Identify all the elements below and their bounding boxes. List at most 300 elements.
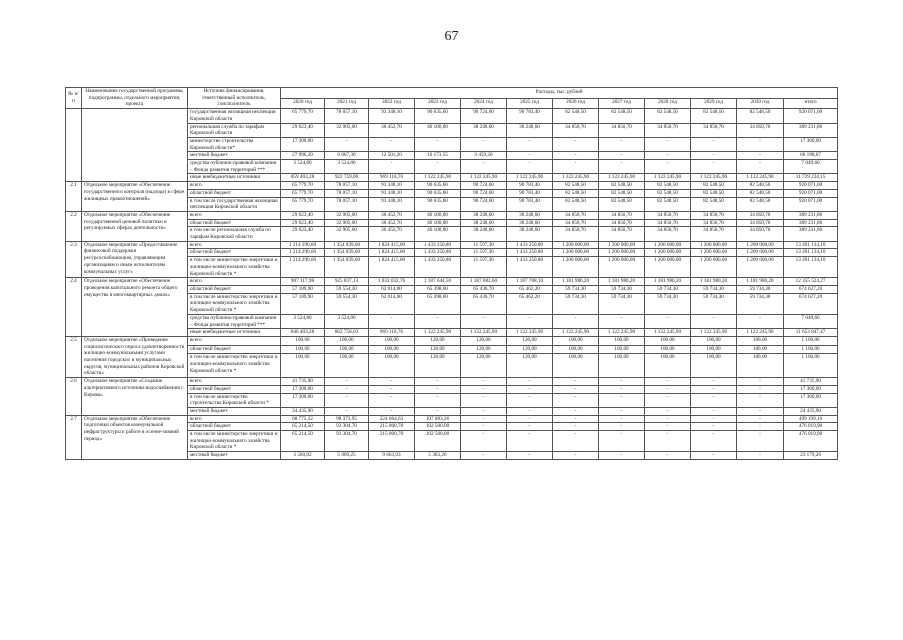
total-cell: 17 300,00 xyxy=(784,385,838,393)
amount-cell: 65 779,70 xyxy=(281,182,325,190)
row-number: 2.2 xyxy=(66,211,82,241)
amount-cell: - xyxy=(415,407,461,415)
amount-cell: 100,00 xyxy=(281,354,325,378)
amount-cell: 40 100,00 xyxy=(415,227,461,241)
funding-source: областной бюджет xyxy=(188,189,281,197)
amount-cell: - xyxy=(691,137,737,151)
amount-cell: 120,00 xyxy=(461,354,507,378)
amount-cell: - xyxy=(415,378,461,386)
amount-cell: - xyxy=(461,160,507,174)
amount-cell: 100,00 xyxy=(645,336,691,345)
amount-cell: - xyxy=(553,385,599,393)
total-cell: 476 019,90 xyxy=(784,431,838,452)
amount-cell: 34 850,70 xyxy=(553,123,599,137)
amount-cell: - xyxy=(369,137,415,151)
funding-source: в том числе министерство энергетики и жилищно-коммунального хозяйства Кировской области * xyxy=(188,354,281,378)
total-cell: 499 199,16 xyxy=(784,415,838,423)
amount-cell: 90 783,40 xyxy=(507,197,553,211)
amount-cell: 1 187 708,10 xyxy=(507,278,553,286)
amount-cell: 82 548,50 xyxy=(553,189,599,197)
funding-source: в том числе региональная служба по тарифам Кировской области xyxy=(188,227,281,241)
total-cell: 1 160,00 xyxy=(784,336,838,345)
program-name: Отдельное мероприятие «Проведение социологического опроса удовлетворенности жилищно-коммунальными услугами населения городских и муниципальных округов, муниципальных районов Кировской области» xyxy=(82,336,188,377)
amount-cell: - xyxy=(553,452,599,460)
amount-cell: 1 181 980,20 xyxy=(691,278,737,286)
amount-cell: 82 548,50 xyxy=(645,109,691,123)
amount-cell: 38 248,60 xyxy=(461,123,507,137)
total-cell: 11 653 847,47 xyxy=(784,329,838,337)
funding-source: областной бюджет xyxy=(188,219,281,227)
table-row xyxy=(66,109,838,123)
amount-cell: 1 200 000,00 xyxy=(737,241,784,249)
amount-cell: 120,00 xyxy=(415,354,461,378)
amount-cell: - xyxy=(553,423,599,431)
amount-cell: 40 100,00 xyxy=(415,123,461,137)
amount-cell: 93 348,10 xyxy=(369,109,415,123)
amount-cell: 34 850,70 xyxy=(691,211,737,219)
amount-cell: 100,00 xyxy=(737,345,784,354)
funding-source: государственная жилищная инспекция Кировской области xyxy=(188,109,281,123)
amount-cell: 65 398,60 xyxy=(415,293,461,314)
amount-cell: - xyxy=(461,452,507,460)
amount-cell: 100,00 xyxy=(369,345,415,354)
row-number: 2.6 xyxy=(66,378,82,416)
amount-cell: 82 548,50 xyxy=(599,197,645,211)
amount-cell: 65 398,60 xyxy=(415,285,461,293)
amount-cell: - xyxy=(645,452,691,460)
amount-cell: 1 122 245,90 xyxy=(553,329,599,337)
year-header-0: 2020 год xyxy=(281,98,325,109)
amount-cell: 120,00 xyxy=(415,336,461,345)
amount-cell: 1 181 980,20 xyxy=(645,278,691,286)
amount-cell: - xyxy=(461,378,507,386)
table-row xyxy=(66,182,838,190)
amount-cell: 36 452,70 xyxy=(369,219,415,227)
funding-source: всего xyxy=(188,182,281,190)
amount-cell: 36 452,70 xyxy=(369,211,415,219)
funding-source: областной бюджет xyxy=(188,385,281,393)
total-cell: 389 231,80 xyxy=(784,219,838,227)
amount-cell: - xyxy=(645,385,691,393)
amount-cell: 82 548,50 xyxy=(599,109,645,123)
row-number: 2.1 xyxy=(66,182,82,212)
amount-cell: 32 905,00 xyxy=(325,219,369,227)
amount-cell: 846 403,28 xyxy=(281,329,325,337)
amount-cell: 34 850,70 xyxy=(737,211,784,219)
amount-cell: - xyxy=(691,393,737,407)
amount-cell: 120,00 xyxy=(461,336,507,345)
table-row xyxy=(66,336,838,345)
amount-cell: 65 462,20 xyxy=(507,285,553,293)
funding-source: всего xyxy=(188,241,281,249)
amount-cell: 1 122 245,90 xyxy=(737,174,784,182)
amount-cell: - xyxy=(461,393,507,407)
amount-cell: 65 214,50 xyxy=(281,423,325,431)
funding-source: иные внебюджетные источники xyxy=(188,329,281,337)
amount-cell: 100,00 xyxy=(599,354,645,378)
year-header-7: 2027 год xyxy=(599,98,645,109)
funding-source: местный бюджет xyxy=(188,452,281,460)
funding-source: областной бюджет xyxy=(188,345,281,354)
amount-cell: 862 758,03 xyxy=(325,329,369,337)
amount-cell: 100,00 xyxy=(553,336,599,345)
amount-cell: 9 663,93 xyxy=(369,452,415,460)
amount-cell: 78 057,10 xyxy=(325,189,369,197)
amount-cell: - xyxy=(461,314,507,328)
amount-cell: 1 181 980,20 xyxy=(737,278,784,286)
amount-cell: 78 057,10 xyxy=(325,197,369,211)
amount-cell: - xyxy=(737,385,784,393)
amount-cell: 65 462,20 xyxy=(507,293,553,314)
year-header-8: 2028 год xyxy=(645,98,691,109)
amount-cell: 100,00 xyxy=(369,336,415,345)
amount-cell: - xyxy=(507,431,553,452)
amount-cell: 34 850,70 xyxy=(599,123,645,137)
funding-source: в том числе государственная жилищная инспекция Кировской области xyxy=(188,197,281,211)
amount-cell: 100,00 xyxy=(691,354,737,378)
amount-cell: 3 560,82 xyxy=(281,452,325,460)
amount-cell: 65 436,70 xyxy=(461,293,507,314)
amount-cell: 100,00 xyxy=(737,354,784,378)
amount-cell: - xyxy=(645,314,691,328)
amount-cell: 59 734,30 xyxy=(553,293,599,314)
amount-cell: 1 433 250,80 xyxy=(415,249,461,257)
amount-cell: 5 383,26 xyxy=(415,452,461,460)
amount-cell: - xyxy=(691,152,737,160)
amount-cell: - xyxy=(369,385,415,393)
total-cell: 13 491 134,10 xyxy=(784,257,838,278)
amount-cell: 59 734,30 xyxy=(737,293,784,314)
amount-cell: - xyxy=(599,407,645,415)
year-header-2: 2022 год xyxy=(369,98,415,109)
amount-cell: 90 635,60 xyxy=(415,197,461,211)
amount-cell: 34 850,70 xyxy=(645,123,691,137)
total-cell: 920 071,00 xyxy=(784,182,838,190)
amount-cell: - xyxy=(507,407,553,415)
amount-cell: 100,00 xyxy=(599,345,645,354)
total-cell: 389 231,80 xyxy=(784,227,838,241)
amount-cell: 1 354 839,60 xyxy=(325,241,369,249)
amount-cell: - xyxy=(599,160,645,174)
amount-cell: - xyxy=(553,152,599,160)
year-header-4: 2024 год xyxy=(461,98,507,109)
amount-cell: 38 248,60 xyxy=(461,219,507,227)
amount-cell: 100,00 xyxy=(691,345,737,354)
amount-cell: 34 850,70 xyxy=(737,123,784,137)
header-source: Источник финансирования, ответственный исполнитель, соисполнитель xyxy=(188,88,281,109)
amount-cell: 29 023,40 xyxy=(281,211,325,219)
amount-cell: - xyxy=(415,160,461,174)
amount-cell: - xyxy=(461,423,507,431)
funding-source: всего xyxy=(188,211,281,219)
amount-cell: 34 850,70 xyxy=(737,227,784,241)
year-header-1: 2021 год xyxy=(325,98,369,109)
amount-cell: - xyxy=(553,431,599,452)
amount-cell: 1 200 000,00 xyxy=(645,241,691,249)
amount-cell: 82 548,50 xyxy=(599,189,645,197)
amount-cell: - xyxy=(599,393,645,407)
amount-cell: 34 850,70 xyxy=(691,219,737,227)
amount-cell: 93 348,10 xyxy=(369,182,415,190)
amount-cell: 82 548,50 xyxy=(691,182,737,190)
amount-cell: 34 850,70 xyxy=(645,211,691,219)
amount-cell: 82 548,50 xyxy=(553,109,599,123)
amount-cell: 34 850,70 xyxy=(599,219,645,227)
amount-cell: - xyxy=(737,407,784,415)
amount-cell: 90 635,60 xyxy=(415,189,461,197)
amount-cell: 82 548,50 xyxy=(645,182,691,190)
amount-cell: - xyxy=(599,385,645,393)
amount-cell: 3 524,80 xyxy=(281,314,325,328)
amount-cell: - xyxy=(461,137,507,151)
total-cell: 674 627,20 xyxy=(784,293,838,314)
header-no: № п/п xyxy=(66,88,82,109)
funding-source: в том числе министерство строительства Кировской области * xyxy=(188,393,281,407)
amount-cell: 1 181 980,20 xyxy=(599,278,645,286)
year-header-3: 2023 год xyxy=(415,98,461,109)
amount-cell: - xyxy=(599,452,645,460)
amount-cell: 1 200 000,00 xyxy=(599,241,645,249)
row-number: 2.7 xyxy=(66,415,82,459)
amount-cell: 100,00 xyxy=(737,336,784,345)
program-name: Отдельное мероприятие «Обеспечение государственного контроля (надзора) в сфере жилищных правоотношений» xyxy=(82,182,188,212)
amount-cell: 38 248,60 xyxy=(461,211,507,219)
amount-cell: 1 122 245,90 xyxy=(415,174,461,182)
amount-cell: - xyxy=(507,160,553,174)
row-number: 2.4 xyxy=(66,278,82,337)
amount-cell: - xyxy=(691,423,737,431)
amount-cell: 93 348,10 xyxy=(369,197,415,211)
amount-cell: - xyxy=(507,137,553,151)
funding-source: всего xyxy=(188,378,281,386)
total-cell: 674 627,20 xyxy=(784,285,838,293)
amount-cell: 1 200 000,00 xyxy=(645,257,691,278)
amount-cell: 82 548,50 xyxy=(645,197,691,211)
amount-cell: 59 734,30 xyxy=(553,285,599,293)
amount-cell: 1 122 245,90 xyxy=(461,174,507,182)
amount-cell: 859 403,28 xyxy=(281,174,325,182)
row-number xyxy=(66,109,82,182)
amount-cell: 102 500,00 xyxy=(415,431,461,452)
amount-cell: - xyxy=(325,385,369,393)
amount-cell: 1 354 839,60 xyxy=(325,257,369,278)
amount-cell: - xyxy=(507,423,553,431)
amount-cell: 100,00 xyxy=(325,336,369,345)
amount-cell: - xyxy=(691,314,737,328)
amount-cell: - xyxy=(599,137,645,151)
program-name: Отдельное мероприятие «Обеспечение подготовки объектов коммунальной инфраструктуры к работе в осенне-зимний период» xyxy=(82,415,188,459)
amount-cell: 1 824 415,00 xyxy=(369,257,415,278)
total-cell: 7 049,60 xyxy=(784,160,838,174)
amount-cell: - xyxy=(599,378,645,386)
amount-cell: 1 214 290,60 xyxy=(281,249,325,257)
amount-cell: 29 023,40 xyxy=(281,123,325,137)
year-header-6: 2026 год xyxy=(553,98,599,109)
year-header-5: 2025 год xyxy=(507,98,553,109)
amount-cell: 68 775,32 xyxy=(281,415,325,423)
total-cell: 389 231,80 xyxy=(784,123,838,137)
amount-cell: 65 779,70 xyxy=(281,109,325,123)
budget-table xyxy=(65,87,838,460)
amount-cell: 32 905,00 xyxy=(325,123,369,137)
amount-cell: 32 905,00 xyxy=(325,227,369,241)
total-cell: 60 198,67 xyxy=(784,152,838,160)
amount-cell: 1 122 245,90 xyxy=(645,329,691,337)
amount-cell: 40 100,00 xyxy=(415,211,461,219)
amount-cell: 62 914,00 xyxy=(369,285,415,293)
amount-cell: 1 433 250,80 xyxy=(507,241,553,249)
amount-cell: 1 200 000,00 xyxy=(553,257,599,278)
amount-cell: - xyxy=(415,385,461,393)
program-name: Отдельное мероприятие «Предоставление финансовой поддержки ресурсоснабжающим, управляющим организациям и иным исполнителям коммунальных услуг» xyxy=(82,241,188,278)
amount-cell: 27 996,39 xyxy=(281,152,325,160)
amount-cell: 34 850,70 xyxy=(599,227,645,241)
funding-source: в том числе министерство энергетики и жилищно-коммунального хозяйства Кировской области * xyxy=(188,431,281,452)
amount-cell: 82 548,50 xyxy=(737,182,784,190)
amount-cell: 1 200 000,00 xyxy=(737,257,784,278)
row-number: 2.5 xyxy=(66,336,82,377)
amount-cell: 65 436,70 xyxy=(461,285,507,293)
amount-cell: - xyxy=(737,415,784,423)
amount-cell: - xyxy=(507,152,553,160)
amount-cell: - xyxy=(325,393,369,407)
amount-cell: 34 850,70 xyxy=(645,227,691,241)
amount-cell: 1 122 245,90 xyxy=(415,329,461,337)
amount-cell: 1 433 250,80 xyxy=(507,249,553,257)
amount-cell: 1 433 250,80 xyxy=(507,257,553,278)
amount-cell: - xyxy=(599,314,645,328)
amount-cell: - xyxy=(645,137,691,151)
amount-cell: 1 122 245,90 xyxy=(691,329,737,337)
amount-cell: 78 057,10 xyxy=(325,182,369,190)
amount-cell: - xyxy=(553,137,599,151)
total-cell: 7 049,60 xyxy=(784,314,838,328)
amount-cell: 10 173,55 xyxy=(415,152,461,160)
amount-cell: 1 200 000,00 xyxy=(737,249,784,257)
amount-cell: - xyxy=(691,385,737,393)
amount-cell: 120,00 xyxy=(461,345,507,354)
amount-cell: 40 100,00 xyxy=(415,219,461,227)
amount-cell: - xyxy=(599,152,645,160)
amount-cell: - xyxy=(415,137,461,151)
amount-cell: 36 452,70 xyxy=(369,123,415,137)
funding-source: средства публично-правовой компании – Фонда развития территорий *** xyxy=(188,160,281,174)
amount-cell: 29 023,40 xyxy=(281,219,325,227)
amount-cell: 90 724,60 xyxy=(461,182,507,190)
amount-cell: 3 524,80 xyxy=(281,160,325,174)
year-header-11: итого xyxy=(784,98,838,109)
amount-cell: 100,00 xyxy=(325,345,369,354)
amount-cell: 3 524,80 xyxy=(325,314,369,328)
amount-cell: 1 122 245,90 xyxy=(691,174,737,182)
amount-cell: 32 905,00 xyxy=(325,211,369,219)
amount-cell: 120,00 xyxy=(507,336,553,345)
funding-source: всего xyxy=(188,415,281,423)
amount-cell: - xyxy=(737,431,784,452)
amount-cell: 38 248,60 xyxy=(507,211,553,219)
table-body xyxy=(66,88,838,460)
amount-cell: 12 501,20 xyxy=(369,152,415,160)
amount-cell: 3 524,80 xyxy=(325,160,369,174)
amount-cell: 34 850,70 xyxy=(553,211,599,219)
amount-cell: - xyxy=(507,393,553,407)
total-cell: 41 735,90 xyxy=(784,378,838,386)
amount-cell: - xyxy=(645,415,691,423)
program-name: Отдельное мероприятие «Создание альтернативного источника водоснабжения г. Кирова» xyxy=(82,378,188,416)
amount-cell: 59 734,30 xyxy=(645,293,691,314)
total-cell: 11 729 234,15 xyxy=(784,174,838,182)
amount-cell: 38 248,60 xyxy=(507,123,553,137)
amount-cell: - xyxy=(691,431,737,452)
amount-cell: 1 200 000,00 xyxy=(691,249,737,257)
funding-source: всего xyxy=(188,336,281,345)
amount-cell: 100,00 xyxy=(645,345,691,354)
amount-cell: 36 452,70 xyxy=(369,227,415,241)
amount-cell: 1 200 000,00 xyxy=(691,241,737,249)
amount-cell: 90 724,60 xyxy=(461,189,507,197)
amount-cell: 78 057,10 xyxy=(325,109,369,123)
amount-cell: - xyxy=(369,378,415,386)
amount-cell: 82 548,50 xyxy=(691,189,737,197)
amount-cell: - xyxy=(691,160,737,174)
amount-cell: 38 248,60 xyxy=(461,227,507,241)
table-row xyxy=(66,378,838,386)
amount-cell: - xyxy=(369,407,415,415)
funding-source: местный бюджет xyxy=(188,152,281,160)
row-number: 2.3 xyxy=(66,241,82,278)
total-cell: 23 179,26 xyxy=(784,452,838,460)
amount-cell: 100,00 xyxy=(599,336,645,345)
amount-cell: 969 118,76 xyxy=(369,329,415,337)
funding-source: в том числе министерство энергетики и жилищно-коммунального хозяйства Кировской области * xyxy=(188,293,281,314)
amount-cell: 120,00 xyxy=(507,345,553,354)
amount-cell: 90 724,60 xyxy=(461,109,507,123)
amount-cell: 59 734,30 xyxy=(737,285,784,293)
amount-cell: 57 189,90 xyxy=(281,285,325,293)
amount-cell: - xyxy=(461,385,507,393)
year-header-10: 2030 год xyxy=(737,98,784,109)
amount-cell: 3 459,20 xyxy=(461,152,507,160)
table-header-row xyxy=(66,88,838,99)
amount-cell: 62 914,00 xyxy=(369,293,415,314)
amount-cell: 11 597,30 xyxy=(461,257,507,278)
amount-cell: 11 597,30 xyxy=(461,241,507,249)
amount-cell: 1 187 682,60 xyxy=(461,278,507,286)
amount-cell: 59 734,30 xyxy=(691,293,737,314)
amount-cell: - xyxy=(645,431,691,452)
amount-cell: 1 122 245,90 xyxy=(599,329,645,337)
amount-cell: - xyxy=(737,393,784,407)
amount-cell: - xyxy=(691,407,737,415)
amount-cell: 82 548,50 xyxy=(737,109,784,123)
total-cell: 13 491 134,10 xyxy=(784,249,838,257)
amount-cell: 1 122 245,90 xyxy=(553,174,599,182)
amount-cell: 1 122 245,90 xyxy=(507,174,553,182)
amount-cell: - xyxy=(507,452,553,460)
total-cell: 17 300,00 xyxy=(784,393,838,407)
amount-cell: 1 122 245,90 xyxy=(737,329,784,337)
amount-cell: - xyxy=(691,415,737,423)
total-cell: 920 071,00 xyxy=(784,109,838,123)
amount-cell: 59 554,30 xyxy=(325,285,369,293)
amount-cell: - xyxy=(507,385,553,393)
amount-cell: 34 850,70 xyxy=(691,227,737,241)
amount-cell: 17 300,00 xyxy=(281,137,325,151)
amount-cell: 215 000,70 xyxy=(369,423,415,431)
amount-cell: 102 500,00 xyxy=(415,423,461,431)
amount-cell: - xyxy=(369,160,415,174)
amount-cell: - xyxy=(325,407,369,415)
